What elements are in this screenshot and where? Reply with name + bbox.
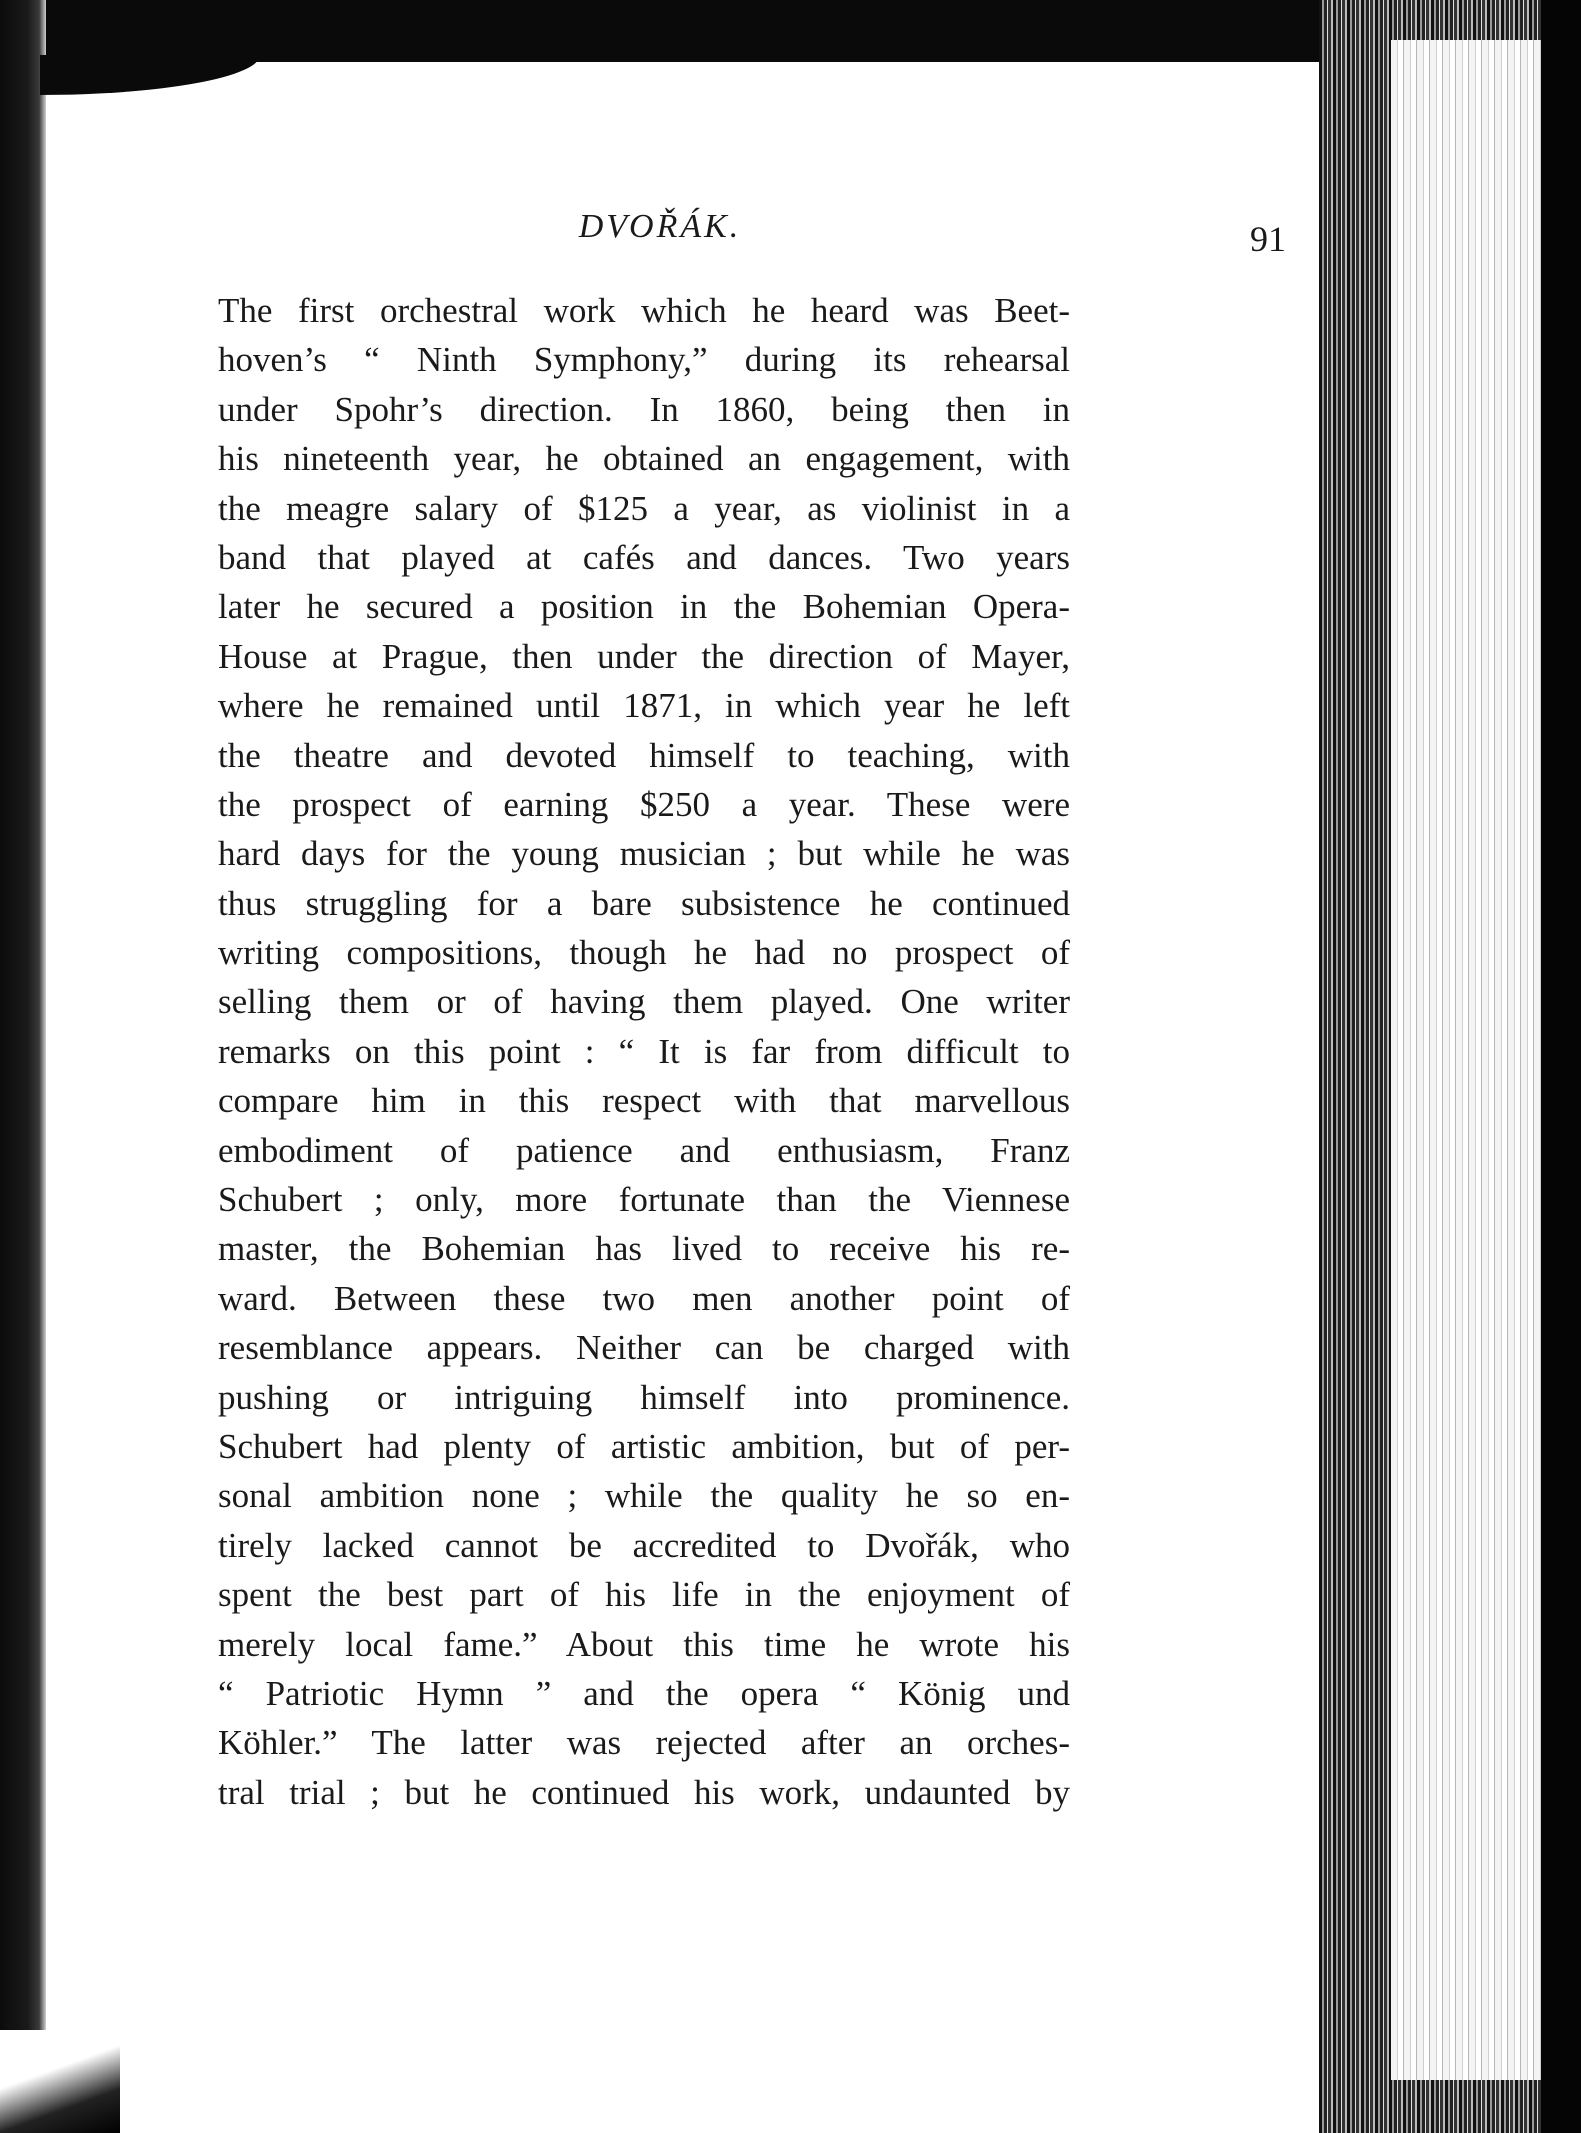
body-text: [218, 286, 1070, 1817]
text-line: under Spohr’s direction. In 1860, being then in: [218, 389, 1070, 429]
text-line: master, the Bohemian has lived to receive his re-: [218, 1229, 1070, 1269]
text-line: Schubert had plenty of artistic ambition, but of per-: [218, 1426, 1070, 1466]
scan-border-bottom-left: [0, 2030, 120, 2133]
text-line: thus struggling for a bare subsistence he continued: [218, 883, 1070, 923]
text-line: writing compositions, though he had no prospect of: [218, 933, 1070, 973]
book-page-edges-inner: [1391, 40, 1541, 2080]
text-line: “ Patriotic Hymn ” and the opera “ König und: [218, 1673, 1070, 1713]
scan-border-right: [1541, 0, 1581, 2133]
text-line: House at Prague, then under the direction of Mayer,: [218, 636, 1070, 676]
text-line: ward. Between these two men another point of: [218, 1278, 1070, 1318]
text-line: tral trial ; but he continued his work, undaunted by: [218, 1772, 1070, 1812]
text-line: compare him in this respect with that marvellous: [218, 1081, 1070, 1121]
text-line: hoven’s “ Ninth Symphony,” during its rehearsal: [218, 340, 1070, 380]
text-line: resemblance appears. Neither can be charged with: [218, 1328, 1070, 1368]
running-head: DVOŘÁK.: [578, 208, 742, 245]
scan-border-corner: [40, 55, 260, 95]
text-line: The first orchestral work which he heard was Beet-: [218, 291, 1070, 330]
text-line: the theatre and devoted himself to teaching, with: [218, 735, 1070, 775]
text-line: hard days for the young musician ; but while he was: [218, 834, 1070, 874]
scan-border-left: [0, 0, 46, 2133]
text-line: the meagre salary of $125 a year, as violinist in a: [218, 488, 1070, 528]
text-line: selling them or of having them played. One writer: [218, 982, 1070, 1022]
text-line: merely local fame.” About this time he wrote his: [218, 1624, 1070, 1664]
page-number: 91: [1250, 219, 1286, 259]
text-line: sonal ambition none ; while the quality he so en-: [218, 1476, 1070, 1516]
text-line: where he remained until 1871, in which year he left: [218, 686, 1070, 726]
text-line: remarks on this point : “ It is far from difficult to: [218, 1031, 1070, 1071]
text-line: pushing or intriguing himself into prominence.: [218, 1377, 1070, 1417]
text-line: later he secured a position in the Bohemian Opera-: [218, 587, 1070, 627]
text-line: Schubert ; only, more fortunate than the Viennese: [218, 1180, 1070, 1220]
text-line: band that played at cafés and dances. Two years: [218, 537, 1070, 577]
text-line: Köhler.” The latter was rejected after an orches-: [218, 1723, 1070, 1763]
text-line: spent the best part of his life in the enjoyment of: [218, 1575, 1070, 1615]
text-line: tirely lacked cannot be accredited to Dvořák, who: [218, 1525, 1070, 1565]
text-line: the prospect of earning $250 a year. These were: [218, 784, 1070, 824]
text-line: his nineteenth year, he obtained an engagement, with: [218, 439, 1070, 479]
text-line: embodiment of patience and enthusiasm, Franz: [218, 1130, 1070, 1170]
